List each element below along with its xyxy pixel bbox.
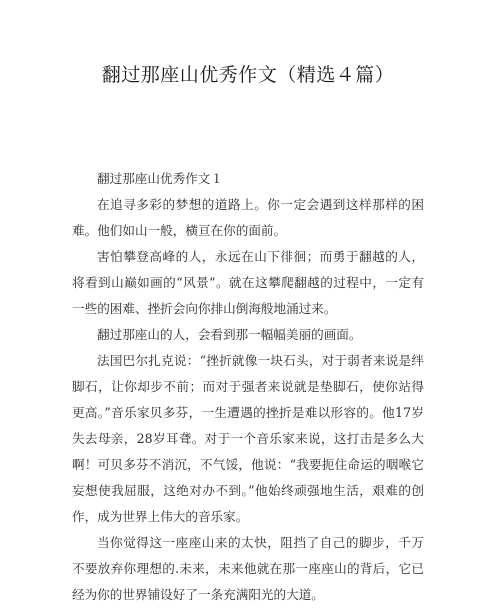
paragraph-5: 当你觉得这一座座山来的太快，阻挡了自己的脚步，千万不要放弃你理想的.未来，未来他就在那一座座山的背后，它已经为你的世界铺设好了一条充满阳光的大道。 bbox=[72, 535, 424, 602]
document-body bbox=[72, 166, 424, 608]
paragraph-4: 法国巴尔扎克说：“挫折就像一块石头，对于弱者来说是绊脚石，让你却步不前；而对于强者来说就是垫脚石，使你站得更高。”音乐家贝多芬，一生遭遇的挫折是难以形容的。他17岁失去母亲，28岁耳聋。对于一个音乐家来说，这打击是多么大啊！可贝多芬不消沉，不气馁，他说：“我要扼住命运的咽喉它妄想使我屈服，这绝对办不到。”他始终顽强地生活，艰难的创作，成为世界上伟大的音乐家。 bbox=[72, 353, 424, 524]
paragraph-3: 翻过那座山的人，会看到那一幅幅美丽的画面。 bbox=[97, 327, 362, 342]
section-heading: 翻过那座山优秀作文１ bbox=[97, 171, 223, 186]
paragraph-2: 害怕攀登高峰的人，永远在山下徘徊；而勇于翻越的人，将看到山巅如画的“风景”。就在这攀爬翻越的过程中，一定有一些的困难、挫折会向你排山倒海般地涌过来。 bbox=[72, 249, 424, 316]
document-title: 翻过那座山优秀作文（精选４篇） bbox=[101, 64, 395, 86]
paragraph-1: 在追寻多彩的梦想的道路上。你一定会遇到这样那样的困难。他们如山一般，横亘在你的面前。 bbox=[72, 197, 424, 238]
